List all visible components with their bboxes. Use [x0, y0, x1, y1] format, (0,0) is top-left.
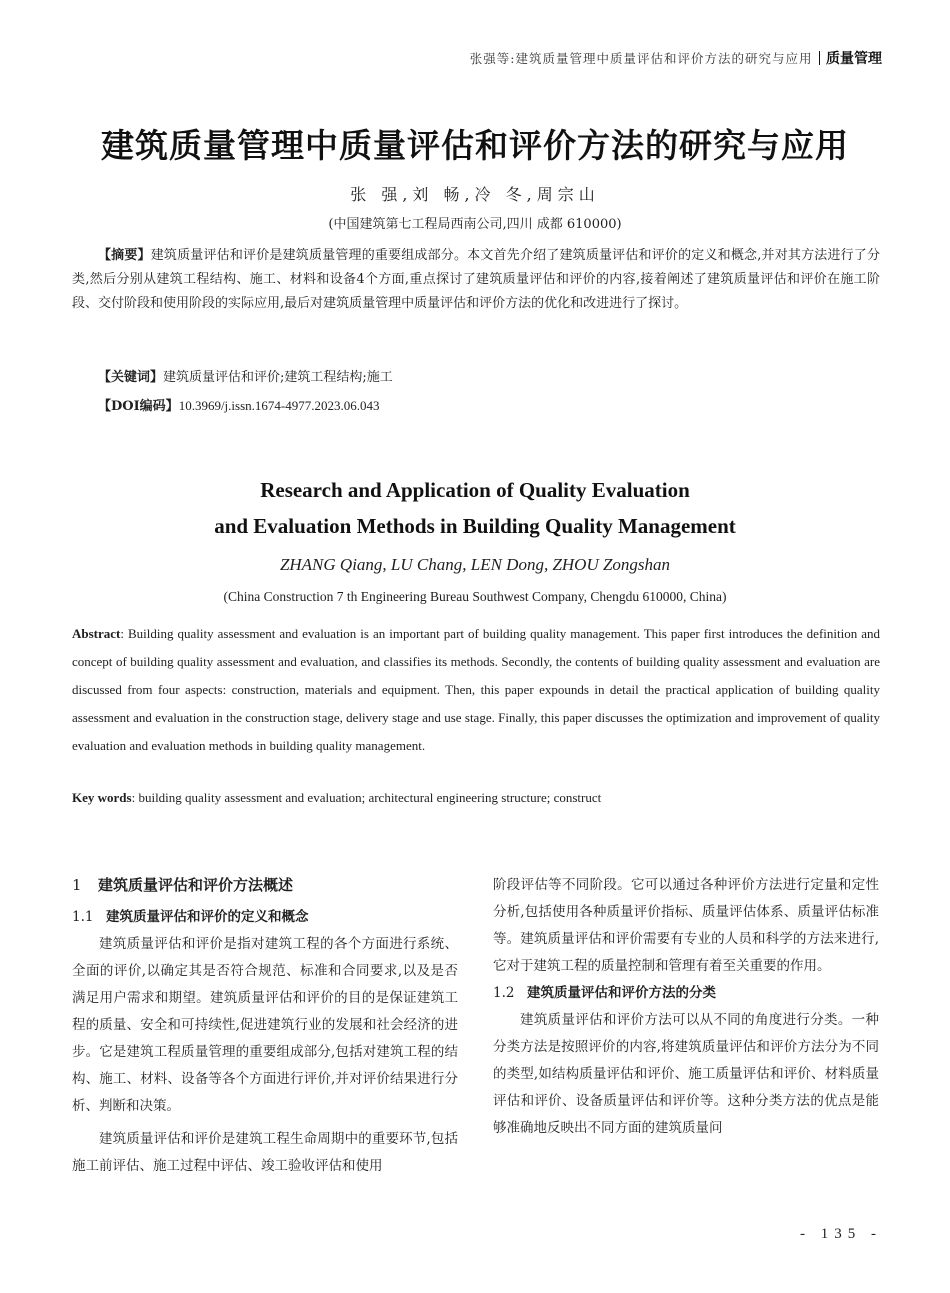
section-1-2-title: 建筑质量评估和评价方法的分类 — [527, 985, 716, 1001]
cn-doi — [98, 395, 379, 414]
cn-abstract — [72, 244, 880, 316]
section-1-1-heading — [72, 904, 458, 931]
en-title-line-2: and Evaluation Methods in Building Quality Management — [214, 514, 736, 538]
paragraph-2-continued: 阶段评估等不同阶段。它可以通过各种评价方法进行定量和定性分析,包括使用各种质量评价指标、质量评估体系、质量评估标准等。建筑质量评估和评价需要有专业的人员和科学的方法来进行,它对于建筑工程的质量控制和管理有着至关重要的作用。 — [493, 877, 879, 974]
en-authors: ZHANG Qiang, LU Chang, LEN Dong, ZHOU Zongshan — [279, 555, 671, 574]
en-abstract-label: Abstract — [72, 626, 121, 641]
section-1-1-number: 1.1 — [72, 909, 94, 925]
en-keywords-text: : building quality assessment and evaluation; architectural engineering structure; construct — [131, 790, 602, 805]
header-divider — [819, 51, 821, 65]
paragraph-2: 建筑质量评估和评价是建筑工程生命周期中的重要环节,包括施工前评估、施工过程中评估、竣工验收评估和使用 — [72, 1131, 458, 1174]
section-1-1-title: 建筑质量评估和评价的定义和概念 — [106, 909, 309, 925]
cn-authors: 张 强,刘 畅,冷 冬,周宗山 — [350, 185, 600, 204]
section-1-number: 1 — [72, 876, 82, 894]
body-right-column — [493, 872, 879, 1142]
en-abstract — [72, 620, 880, 760]
cn-doi-label: 【DOI编码】 — [98, 399, 179, 414]
en-abstract-text: : Building quality assessment and evaluation is an important part of building quality management. This paper first introduces the definition and concept of building quality assessment and evaluation, and classifies its methods. Secondly, the contents of building quality assessment and evaluation are discussed from four aspects: construction, materials and equipment. Then, this paper expounds in detail the practical application of building quality assessment and evaluation in the construction stage, delivery stage and use stage. Finally, this paper discusses the optimization and improvement of quality evaluation and evaluation methods in building quality management. — [72, 626, 880, 753]
section-1-heading — [72, 872, 458, 898]
en-keywords — [72, 790, 601, 806]
section-1-2-number: 1.2 — [493, 985, 515, 1001]
body-left-column — [72, 872, 458, 1180]
page-number: - 135 - — [800, 1226, 882, 1242]
section-1-2-heading — [493, 980, 879, 1007]
en-title-line-1: Research and Application of Quality Evaluation — [260, 478, 690, 502]
cn-keywords — [98, 366, 393, 385]
en-affiliation: (China Construction 7 th Engineering Bureau Southwest Company, Chengdu 610000, China) — [223, 589, 727, 604]
cn-doi-text: 10.3969/j.issn.1674-4977.2023.06.043 — [178, 398, 380, 413]
paragraph-1: 建筑质量评估和评价是指对建筑工程的各个方面进行系统、全面的评价,以确定其是否符合规范、标准和合同要求,以及是否满足用户需求和期望。建筑质量评估和评价的目的是保证建筑工程的质量、安全和可持续性,促进建筑行业的发展和社会经济的进步。它是建筑工程质量管理的重要组成部分,包括对建筑工程的结构、施工、材料、设备等各个方面进行评价,并对评价结果进行分析、判断和决策。 — [72, 936, 458, 1114]
paragraph-3: 建筑质量评估和评价方法可以从不同的角度进行分类。一种分类方法是按照评价的内容,将建筑质量评估和评价方法分为不同的类型,如结构质量评估和评价、施工质量评估和评价、材料质量评估和评价、设备质量评估和评价等。这种分类方法的优点是能够准确地反映出不同方面的建筑质量问 — [493, 1012, 879, 1136]
running-header-title: 张强等:建筑质量管理中质量评估和评价方法的研究与应用 — [469, 51, 813, 66]
cn-keywords-text: 建筑质量评估和评价;建筑工程结构;施工 — [163, 370, 393, 385]
running-header — [470, 48, 882, 68]
running-header-section: 质量管理 — [826, 51, 882, 67]
section-1-title: 建筑质量评估和评价方法概述 — [98, 876, 294, 894]
en-keywords-label: Key words — [72, 790, 132, 805]
cn-title: 建筑质量管理中质量评估和评价方法的研究与应用 — [101, 126, 849, 165]
cn-affiliation: (中国建筑第七工程局西南公司,四川 成都 610000) — [328, 217, 622, 232]
cn-abstract-text: 建筑质量评估和评价是建筑质量管理的重要组成部分。本文首先介绍了建筑质量评估和评价的定义和概念,并对其方法进行了分类,然后分别从建筑工程结构、施工、材料和设备4个方面,重点探讨了建筑质量评估和评价的内容,接着阐述了建筑质量评估和评价在施工阶段、交付阶段和使用阶段的实际应用,最后对建筑质量管理中质量评估和评价方法的优化和改进进行了探讨。 — [72, 248, 880, 311]
cn-keywords-label: 【关键词】 — [98, 370, 164, 385]
cn-abstract-label: 【摘要】 — [98, 248, 151, 263]
